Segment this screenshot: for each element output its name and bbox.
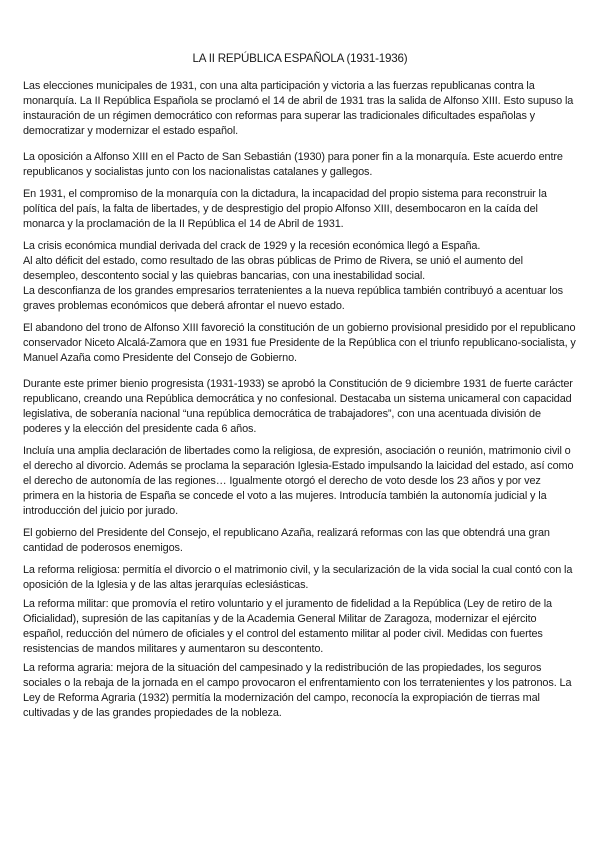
paragraph-libertades: Incluía una amplia declaración de libertades como la religiosa, de expresión, asociación o reunión, matrimonio civil o el derecho al divorcio. Además se proclama la separación Iglesia-Estado impulsando la laicidad del estado, así como el derecho de autonomía de las regiones… Igualmente otorgó el derecho de voto desde los 23 años y por vez primera en la historia de España se concede el voto a las mujeres. Introducía también la autonomía judicial y la introducción del juicio por jurado. [23, 445, 574, 517]
paragraph-elecciones-1931: Las elecciones municipales de 1931, con una alta participación y victoria a las fuerzas republicanas contra la monarquía. La II República Española se proclamó el 14 de abril de 1931 tras la salida de Alfonso XIII. Esto supuso la instauración de un régimen democrático con reformas para superar las tradicionales dificultades españolas y democratizar y modernizar el estado español. [23, 80, 574, 137]
paragraph-crisis-economica: La crisis económica mundial derivada del crack de 1929 y la recesión económica llegó a España. [23, 240, 481, 252]
paragraph-constitucion-1931: Durante este primer bienio progresista (1931-1933) se aprobó la Constitución de 9 diciembre 1931 de fuerte carácter republicano, creando una República democrática y no confesional. Destacaba un sistema unicameral con capacidad legislativa, de soberanía nacional “una república democrática de trabajadores”, con una acentuada división de poderes y la elección del presidente cada 6 años. [23, 378, 573, 435]
paragraph-desconfianza-empresarios: La desconfianza de los grandes empresarios terratenientes a la nueva república también contribuyó a acentuar los graves problemas económicos que deberá afrontar el nuevo estado. [23, 285, 563, 312]
paragraph-reforma-militar: La reforma militar: que promovía el retiro voluntario y el juramento de fidelidad a la República (Ley de retiro de la Oficialidad), supresión de las capitanías y de la Academia General Militar de Zaragoza, modernizar el ejército español, reducción del número de oficiales y el control del estamento militar al poder civil. Medidas con fuertes resistencias de mandos militares y aumentaron su descontento. [23, 598, 552, 655]
paragraph-pacto-san-sebastian: La oposición a Alfonso XIII en el Pacto de San Sebastián (1930) para poner fin a la monarquía. Este acuerdo entre republicanos y socialistas junto con los nacionalistas catalanes y gallegos. [23, 151, 563, 178]
page-title: LA II REPÚBLICA ESPAÑOLA (1931-1936) [192, 52, 408, 65]
paragraph-reforma-religiosa: La reforma religiosa: permitía el divorcio o el matrimonio civil, y la secularización de la vida social la cual contó con la oposición de la Iglesia y de las altas jerarquías eclesiásticas. [23, 564, 573, 591]
paragraph-gobierno-azana: El gobierno del Presidente del Consejo, el republicano Azaña, realizará reformas con las que obtendrá una gran cantidad de poderosos enemigos. [23, 527, 550, 554]
paragraph-gobierno-provisional: El abandono del trono de Alfonso XIII favoreció la constitución de un gobierno provisional presidido por el republicano conservador Niceto Alcalá-Zamora que en 1931 fue Presidente de la República con el triunfo republicano-socialista, y Manuel Azaña como Presidente del Consejo de Gobierno. [23, 322, 576, 364]
paragraph-reforma-agraria: La reforma agraria: mejora de la situación del campesinado y la redistribución de las propiedades, los seguros sociales o la rebaja de la jornada en el campo provocaron el enfrentamiento con los terratenientes y los patronos. La Ley de Reforma Agraria (1932) permitía la modernización del campo, reconocía la expropiación de tierras mal cultivadas y de las grandes propiedades de la nobleza. [23, 662, 572, 719]
document-body [23, 79, 579, 721]
paragraph-deficit-estado: Al alto déficit del estado, como resultado de las obras públicas de Primo de Rivera, se unió el aumento del desempleo, descontento social y las quiebras bancarias, con una inestabilidad social. [23, 255, 523, 282]
paragraph-caida-monarquia: En 1931, el compromiso de la monarquía con la dictadura, la incapacidad del propio sistema para reconstruir la política del país, la falta de libertades, y de desprestigio del propio Alfonso XIII, desembocaron en la caída del monarca y la proclamación de la II República el 14 de Abril de 1931. [23, 188, 547, 230]
